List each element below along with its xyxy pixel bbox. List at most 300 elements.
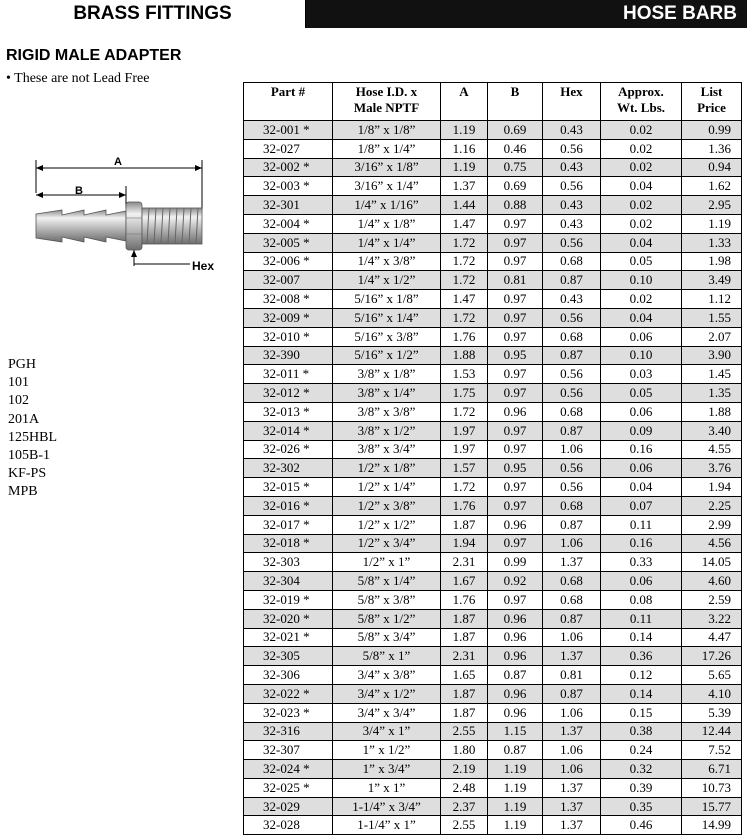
cell-dim-b: 0.96 [488,647,543,666]
cell-hex: 0.56 [543,459,601,478]
cell-hex: 1.06 [543,703,601,722]
cell-approx-weight: 0.05 [601,252,682,271]
cell-dim-b: 0.97 [488,534,543,553]
cell-part-number: 32-306 [244,666,333,685]
column-header-dim-a [441,83,488,121]
cell-dim-b: 1.19 [488,816,543,835]
cell-approx-weight: 0.04 [601,308,682,327]
cell-approx-weight: 0.07 [601,496,682,515]
table-row [244,177,742,196]
cell-hose-id-male-nptf: 5/16” x 1/8” [333,290,441,309]
cell-dim-a: 1.87 [441,684,488,703]
cell-dim-b: 1.19 [488,797,543,816]
cell-dim-a: 1.76 [441,496,488,515]
cell-dim-a: 1.76 [441,327,488,346]
column-header-list-price [682,83,742,121]
cell-list-price: 1.12 [682,290,742,309]
cell-approx-weight: 0.02 [601,214,682,233]
cell-dim-a: 1.47 [441,214,488,233]
cell-dim-a: 1.72 [441,308,488,327]
table-row [244,308,742,327]
table-row [244,271,742,290]
cell-list-price: 1.45 [682,365,742,384]
cell-part-number: 32-017 * [244,515,333,534]
cell-part-number: 32-390 [244,346,333,365]
cell-approx-weight: 0.46 [601,816,682,835]
table-row [244,628,742,647]
table-row [244,590,742,609]
cell-dim-a: 2.55 [441,722,488,741]
cell-approx-weight: 0.32 [601,760,682,779]
cell-list-price: 1.94 [682,478,742,497]
cell-dim-b: 0.97 [488,233,543,252]
table-row [244,233,742,252]
table-row [244,214,742,233]
cell-hose-id-male-nptf: 3/4” x 3/4” [333,703,441,722]
table-row [244,346,742,365]
catalog-code-list [8,356,57,502]
cell-approx-weight: 0.24 [601,741,682,760]
header-line: Wt. Lbs. [616,100,666,115]
cell-part-number: 32-316 [244,722,333,741]
cell-dim-b: 0.97 [488,384,543,403]
cell-list-price: 0.99 [682,121,742,140]
cell-hose-id-male-nptf: 1/2” x 1/2” [333,515,441,534]
header-line: Approx. [618,84,664,99]
cell-dim-a: 2.48 [441,778,488,797]
arrow-b-left [36,192,43,198]
cell-hose-id-male-nptf: 5/8” x 1/4” [333,572,441,591]
cell-part-number: 32-026 * [244,440,333,459]
cell-list-price: 2.95 [682,196,742,215]
cell-hose-id-male-nptf: 5/8” x 1” [333,647,441,666]
cell-hex: 0.68 [543,252,601,271]
column-header-approx-weight [601,83,682,121]
hex-label: Hex [192,259,215,273]
cell-dim-b: 0.97 [488,214,543,233]
cell-part-number: 32-016 * [244,496,333,515]
table-row [244,478,742,497]
cell-part-number: 32-305 [244,647,333,666]
cell-approx-weight: 0.36 [601,647,682,666]
cell-approx-weight: 0.02 [601,121,682,140]
cell-dim-a: 1.65 [441,666,488,685]
cell-list-price: 14.05 [682,553,742,572]
cell-part-number: 32-004 * [244,214,333,233]
cell-approx-weight: 0.08 [601,590,682,609]
cell-part-number: 32-009 * [244,308,333,327]
cell-hose-id-male-nptf: 3/8” x 1/4” [333,384,441,403]
cell-list-price: 2.07 [682,327,742,346]
header-line: B [510,84,520,99]
cell-dim-a: 2.37 [441,797,488,816]
cell-part-number: 32-307 [244,741,333,760]
cell-dim-b: 0.97 [488,252,543,271]
cell-dim-a: 1.88 [441,346,488,365]
header-line: List [700,84,723,99]
cell-dim-a: 1.47 [441,290,488,309]
cell-dim-a: 1.97 [441,440,488,459]
table-row [244,158,742,177]
hex-arrow [131,250,137,257]
table-row [244,365,742,384]
cell-hose-id-male-nptf: 1/4” x 1/4” [333,233,441,252]
cell-hex: 0.43 [543,158,601,177]
cell-part-number: 32-304 [244,572,333,591]
catalog-code: 125HBL [8,429,57,445]
cell-dim-a: 1.97 [441,421,488,440]
cell-hex: 0.87 [543,271,601,290]
cell-hose-id-male-nptf: 3/8” x 3/4” [333,440,441,459]
arrow-a-right [195,165,202,171]
cell-dim-b: 0.96 [488,515,543,534]
cell-dim-b: 0.97 [488,290,543,309]
table-row [244,722,742,741]
cell-dim-b: 0.97 [488,327,543,346]
cell-list-price: 3.22 [682,609,742,628]
cell-hex: 1.06 [543,741,601,760]
table-row [244,684,742,703]
cell-list-price: 1.19 [682,214,742,233]
cell-hex: 1.37 [543,722,601,741]
cell-hose-id-male-nptf: 1-1/4” x 3/4” [333,797,441,816]
cell-hose-id-male-nptf: 3/4” x 1/2” [333,684,441,703]
cell-dim-b: 0.69 [488,177,543,196]
barb-body [36,210,126,242]
cell-hex: 0.81 [543,666,601,685]
cell-approx-weight: 0.10 [601,346,682,365]
cell-hex: 0.56 [543,177,601,196]
table-row [244,553,742,572]
cell-part-number: 32-303 [244,553,333,572]
cell-part-number: 32-301 [244,196,333,215]
cell-hose-id-male-nptf: 5/8” x 3/8” [333,590,441,609]
table-row [244,252,742,271]
cell-hose-id-male-nptf: 3/8” x 1/8” [333,365,441,384]
catalog-code: KF-PS [8,466,47,482]
cell-hex: 0.87 [543,346,601,365]
cell-part-number: 32-024 * [244,760,333,779]
cell-dim-b: 0.75 [488,158,543,177]
cell-dim-a: 2.31 [441,647,488,666]
arrow-b-right [119,192,126,198]
cell-hex: 0.56 [543,308,601,327]
table-row [244,402,742,421]
cell-list-price: 1.35 [682,384,742,403]
cell-hose-id-male-nptf: 1/4” x 3/8” [333,252,441,271]
cell-dim-b: 0.96 [488,684,543,703]
cell-dim-b: 0.87 [488,741,543,760]
cell-approx-weight: 0.15 [601,703,682,722]
cell-dim-b: 0.96 [488,402,543,421]
cell-part-number: 32-019 * [244,590,333,609]
cell-hose-id-male-nptf: 1/4” x 1/16” [333,196,441,215]
cell-hose-id-male-nptf: 1/8” x 1/8” [333,121,441,140]
cell-list-price: 4.55 [682,440,742,459]
cell-list-price: 3.76 [682,459,742,478]
cell-hose-id-male-nptf: 3/4” x 1” [333,722,441,741]
cell-part-number: 32-014 * [244,421,333,440]
cell-dim-b: 0.81 [488,271,543,290]
cell-list-price: 1.55 [682,308,742,327]
cell-hex: 0.68 [543,327,601,346]
cell-list-price: 1.62 [682,177,742,196]
cell-part-number: 32-021 * [244,628,333,647]
cell-list-price: 1.33 [682,233,742,252]
catalog-code: 102 [8,393,29,409]
cell-dim-a: 1.16 [441,139,488,158]
cell-dim-a: 1.19 [441,158,488,177]
cell-hose-id-male-nptf: 5/8” x 1/2” [333,609,441,628]
table-row [244,572,742,591]
cell-hex: 1.37 [543,797,601,816]
column-header-part-number [244,83,333,121]
dimension-a-label: A [114,156,122,168]
table-row [244,121,742,140]
table-row [244,816,742,835]
cell-hose-id-male-nptf: 1” x 3/4” [333,760,441,779]
cell-dim-a: 1.87 [441,628,488,647]
cell-hose-id-male-nptf: 5/16” x 3/8” [333,327,441,346]
cell-hose-id-male-nptf: 3/16” x 1/4” [333,177,441,196]
cell-approx-weight: 0.04 [601,478,682,497]
cell-hex: 1.37 [543,553,601,572]
cell-hose-id-male-nptf: 1/4” x 1/2” [333,271,441,290]
cell-dim-a: 1.72 [441,271,488,290]
cell-dim-a: 1.67 [441,572,488,591]
cell-hex: 1.06 [543,628,601,647]
cell-list-price: 6.71 [682,760,742,779]
cell-dim-a: 1.44 [441,196,488,215]
table-row [244,459,742,478]
table-row [244,741,742,760]
cell-list-price: 17.26 [682,647,742,666]
product-title: RIGID MALE ADAPTER [6,47,182,64]
table-row [244,703,742,722]
cell-list-price: 1.98 [682,252,742,271]
cell-hex: 0.68 [543,590,601,609]
table-row [244,384,742,403]
cell-approx-weight: 0.16 [601,534,682,553]
cell-dim-a: 1.87 [441,515,488,534]
cell-approx-weight: 0.02 [601,158,682,177]
cell-hex: 1.37 [543,647,601,666]
cell-dim-a: 1.87 [441,703,488,722]
category-header [0,0,306,28]
cell-dim-a: 1.19 [441,121,488,140]
cell-hex: 0.56 [543,233,601,252]
table-row [244,139,742,158]
table-row [244,290,742,309]
cell-approx-weight: 0.11 [601,515,682,534]
cell-hex: 0.56 [543,478,601,497]
cell-list-price: 7.52 [682,741,742,760]
table-row [244,760,742,779]
cell-approx-weight: 0.39 [601,778,682,797]
catalog-code: PGH [8,357,37,372]
cell-hose-id-male-nptf: 3/8” x 3/8” [333,402,441,421]
header-line: Hex [560,84,583,99]
cell-list-price: 14.99 [682,816,742,835]
cell-dim-a: 1.75 [441,384,488,403]
cell-list-price: 4.47 [682,628,742,647]
column-header-hex [543,83,601,121]
cell-hex: 0.56 [543,365,601,384]
cell-part-number: 32-013 * [244,402,333,421]
cell-list-price: 10.73 [682,778,742,797]
cell-approx-weight: 0.02 [601,196,682,215]
cell-dim-b: 1.19 [488,760,543,779]
table-row [244,778,742,797]
cell-hose-id-male-nptf: 5/16” x 1/2” [333,346,441,365]
cell-dim-a: 1.72 [441,478,488,497]
cell-part-number: 32-028 [244,816,333,835]
cell-dim-a: 1.94 [441,534,488,553]
cell-hex: 1.37 [543,778,601,797]
cell-hose-id-male-nptf: 1-1/4” x 1” [333,816,441,835]
hex-nut [126,202,142,250]
cell-approx-weight: 0.02 [601,139,682,158]
cell-dim-b: 0.97 [488,421,543,440]
cell-hex: 0.68 [543,572,601,591]
table-row [244,609,742,628]
cell-dim-a: 1.76 [441,590,488,609]
cell-list-price: 15.77 [682,797,742,816]
cell-part-number: 32-008 * [244,290,333,309]
cell-approx-weight: 0.06 [601,327,682,346]
cell-dim-a: 1.80 [441,741,488,760]
cell-dim-b: 1.15 [488,722,543,741]
cell-list-price: 3.40 [682,421,742,440]
header-line: Part # [270,84,306,99]
cell-dim-b: 0.97 [488,496,543,515]
cell-list-price: 3.49 [682,271,742,290]
table-row [244,666,742,685]
cell-hex: 0.68 [543,402,601,421]
cell-dim-b: 0.97 [488,478,543,497]
cell-hex: 0.43 [543,214,601,233]
cell-approx-weight: 0.35 [601,797,682,816]
cell-dim-a: 2.19 [441,760,488,779]
cell-hose-id-male-nptf: 5/8” x 3/4” [333,628,441,647]
cell-list-price: 4.10 [682,684,742,703]
cell-hose-id-male-nptf: 1” x 1” [333,778,441,797]
cell-hose-id-male-nptf: 1/8” x 1/4” [333,139,441,158]
cell-part-number: 32-001 * [244,121,333,140]
cell-approx-weight: 0.06 [601,459,682,478]
cell-hex: 0.43 [543,121,601,140]
cell-part-number: 32-002 * [244,158,333,177]
cell-part-number: 32-023 * [244,703,333,722]
column-header-dim-b [488,83,543,121]
catalog-code: 101 [8,375,29,391]
cell-dim-a: 1.72 [441,233,488,252]
table-row [244,534,742,553]
cell-hose-id-male-nptf: 1/2” x 3/8” [333,496,441,515]
cell-part-number: 32-025 * [244,778,333,797]
cell-hose-id-male-nptf: 1” x 1/2” [333,741,441,760]
cell-list-price: 1.88 [682,402,742,421]
cell-hose-id-male-nptf: 1/2” x 3/4” [333,534,441,553]
hose-barb-diagram [22,148,227,278]
cell-dim-b: 0.97 [488,590,543,609]
cell-part-number: 32-302 [244,459,333,478]
cell-hose-id-male-nptf: 3/8” x 1/2” [333,421,441,440]
table-header-row [244,83,742,121]
table-row [244,496,742,515]
cell-dim-a: 1.37 [441,177,488,196]
arrow-a-left [36,165,43,171]
cell-list-price: 4.56 [682,534,742,553]
cell-list-price: 4.60 [682,572,742,591]
cell-hex: 0.87 [543,515,601,534]
cell-approx-weight: 0.11 [601,609,682,628]
cell-part-number: 32-003 * [244,177,333,196]
cell-hex: 1.06 [543,534,601,553]
cell-hex: 0.43 [543,196,601,215]
cell-approx-weight: 0.03 [601,365,682,384]
cell-hex: 0.56 [543,139,601,158]
cell-dim-a: 2.55 [441,816,488,835]
cell-dim-b: 0.95 [488,346,543,365]
cell-hex: 0.87 [543,421,601,440]
cell-dim-b: 0.46 [488,139,543,158]
cell-dim-b: 0.88 [488,196,543,215]
table-row [244,797,742,816]
section-title: HOSE BARB [622,3,737,24]
cell-hose-id-male-nptf: 3/4” x 3/8” [333,666,441,685]
cell-part-number: 32-027 [244,139,333,158]
cell-list-price: 3.90 [682,346,742,365]
cell-hex: 0.43 [543,290,601,309]
cell-dim-a: 1.72 [441,402,488,421]
cell-part-number: 32-022 * [244,684,333,703]
cell-list-price: 2.59 [682,590,742,609]
cell-approx-weight: 0.14 [601,684,682,703]
catalog-code: 105B-1 [8,448,50,464]
cell-hex: 0.87 [543,609,601,628]
cell-dim-a: 1.57 [441,459,488,478]
cell-part-number: 32-012 * [244,384,333,403]
cell-list-price: 5.65 [682,666,742,685]
column-header-hose-id-male-nptf [333,83,441,121]
cell-dim-b: 0.96 [488,609,543,628]
section-header [306,0,747,28]
category-title: BRASS FITTINGS [73,3,232,24]
cell-dim-b: 0.97 [488,308,543,327]
spec-table [243,82,742,835]
cell-part-number: 32-006 * [244,252,333,271]
cell-hex: 1.06 [543,760,601,779]
cell-approx-weight: 0.33 [601,553,682,572]
header-line: Male NPTF [353,100,420,115]
catalog-code: 201A [8,411,40,427]
cell-part-number: 32-005 * [244,233,333,252]
cell-part-number: 32-020 * [244,609,333,628]
table-row [244,196,742,215]
cell-hex: 0.87 [543,684,601,703]
cell-dim-b: 0.69 [488,121,543,140]
cell-hose-id-male-nptf: 1/2” x 1/8” [333,459,441,478]
table-row [244,515,742,534]
cell-dim-b: 0.95 [488,459,543,478]
cell-approx-weight: 0.02 [601,290,682,309]
cell-list-price: 12.44 [682,722,742,741]
header-line: A [459,84,469,99]
cell-dim-b: 0.92 [488,572,543,591]
cell-dim-b: 0.96 [488,703,543,722]
cell-list-price: 1.36 [682,139,742,158]
